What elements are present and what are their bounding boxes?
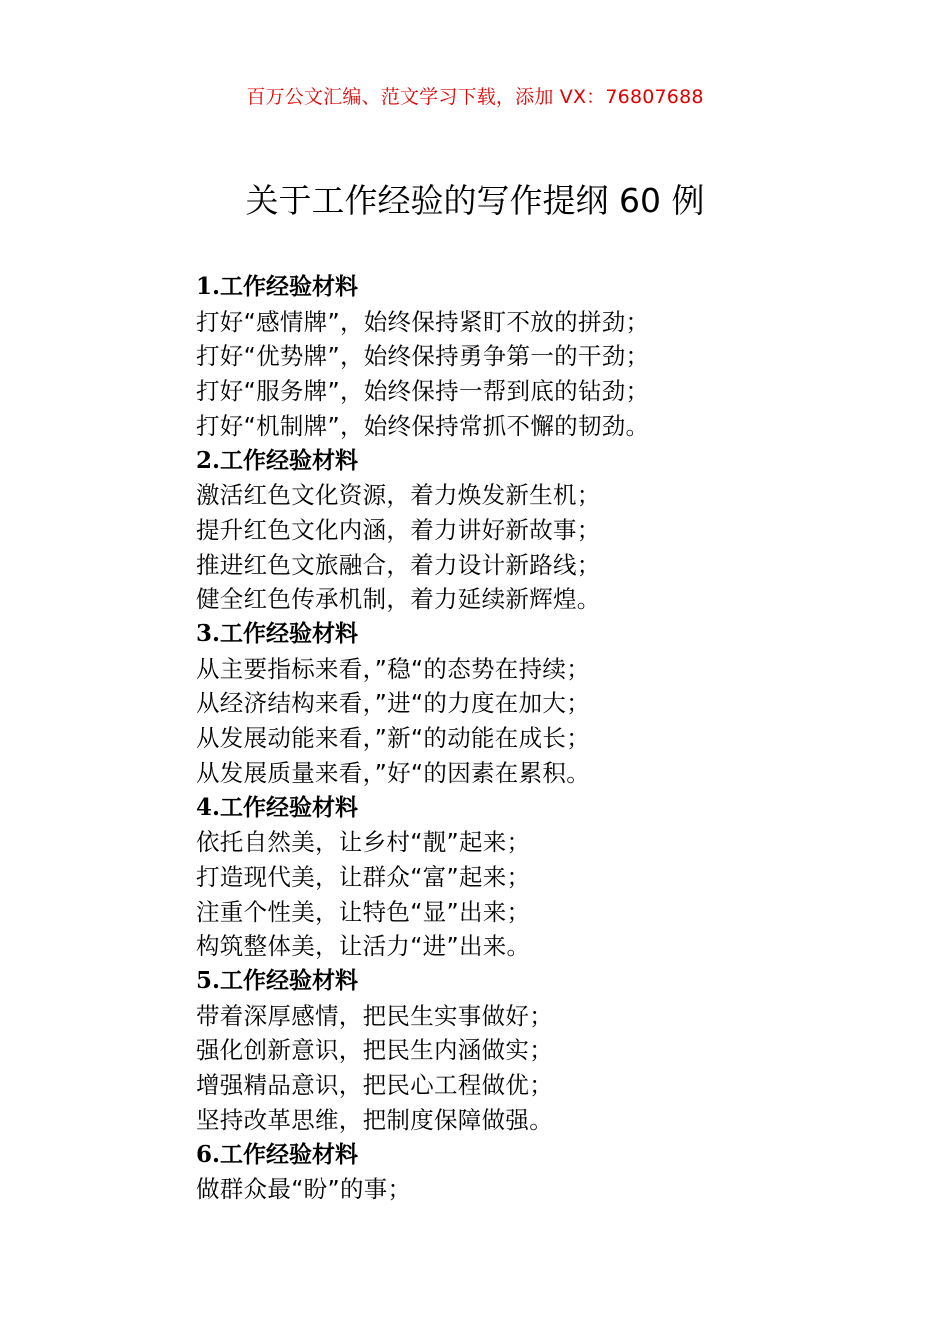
section-heading-text: 工作经验材料 [220,1141,359,1168]
body-line: 构筑整体美，让活力“进”出来。 [196,932,531,961]
body-line: 提升红色文化内涵，着力讲好新故事； [196,515,601,544]
document-body [196,270,896,1207]
section-number: 3. [196,620,221,648]
section-number: 6. [196,1140,221,1168]
body-line: 做群众最“盼”的事； [196,1175,412,1204]
body-line: 健全红色传承机制，着力延续新辉煌。 [196,585,601,614]
section-heading [196,964,896,999]
section-number: 5. [196,967,221,995]
section-3 [196,617,896,791]
section-5 [196,964,896,1138]
section-heading-text: 工作经验材料 [220,274,359,300]
section-heading [196,617,896,652]
body-line: 强化创新意识，把民生内涵做实； [196,1036,553,1065]
body-line: 推进红色文旅融合，着力设计新路线； [196,550,601,579]
body-line: 从主要指标来看，”稳“的态势在持续； [196,654,590,683]
body-line: 注重个性美，让特色“显”出来； [196,897,531,926]
section-heading-text: 工作经验材料 [220,794,359,821]
body-line: 依托自然美，让乡村“靓”起来； [196,828,531,857]
body-line: 带着深厚感情，把民生实事做好； [196,1001,553,1030]
body-line: 打好“优势牌”，始终保持勇争第一的干劲； [196,342,650,371]
section-number: 2. [196,446,221,474]
body-line: 增强精品意识，把民心工程做优； [196,1071,553,1100]
body-line: 打好“服务牌”，始终保持一帮到底的钻劲； [196,377,650,406]
body-line: 从发展动能来看，”新“的动能在成长； [196,724,590,753]
section-6 [196,1138,896,1207]
body-line: 打好“机制牌”，始终保持常抓不懈的韧劲。 [196,411,650,440]
document-title: 关于工作经验的写作提纲 60 例 [245,181,705,220]
body-line: 打造现代美，让群众“富”起来； [196,862,531,891]
body-line: 激活红色文化资源，着力焕发新生机； [196,481,601,510]
section-heading [196,791,896,826]
body-line: 从经济结构来看，”进“的力度在加大； [196,689,590,718]
body-line: 打好“感情牌”，始终保持紧盯不放的拼劲； [196,307,650,336]
section-number: 4. [196,793,221,821]
section-heading-text: 工作经验材料 [220,621,359,648]
header-note: 百万公文汇编、范文学习下载，添加 VX：76807688 [246,86,704,108]
body-line: 从发展质量来看，”好“的因素在累积。 [196,758,590,787]
section-2 [196,444,896,618]
section-number: 1. [196,273,221,300]
section-heading [196,1138,896,1173]
section-heading-text: 工作经验材料 [220,447,359,474]
section-heading-text: 工作经验材料 [220,968,359,995]
section-heading [196,270,896,305]
body-line: 坚持改革思维，把制度保障做强。 [196,1105,553,1134]
section-heading [196,444,896,479]
section-4 [196,791,896,965]
section-1 [196,270,896,444]
